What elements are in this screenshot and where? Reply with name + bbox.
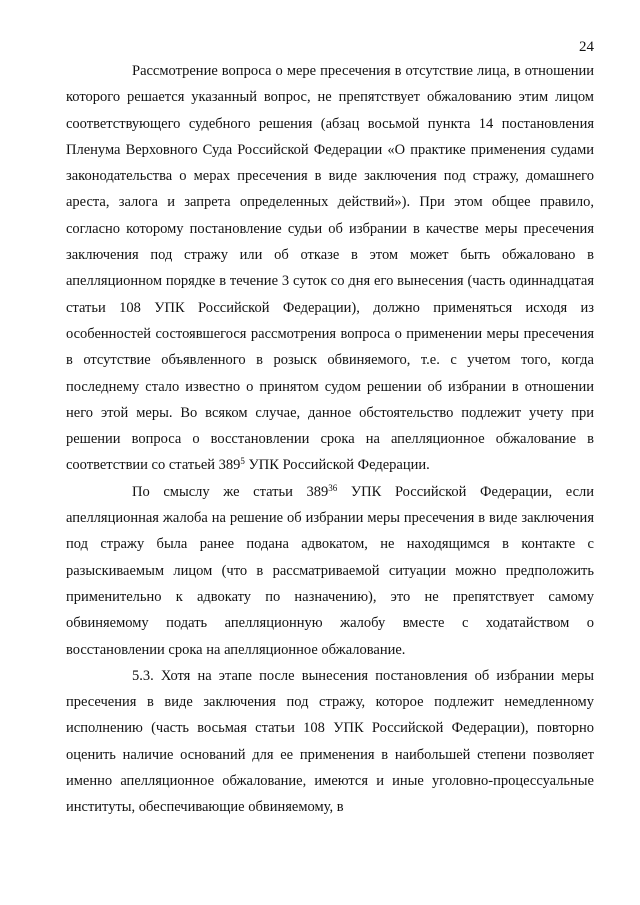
page-number: 24	[579, 39, 594, 55]
article-superscript-5: 5	[240, 456, 245, 467]
paragraph-3: 5.3. Хотя на этапе после вынесения постановления об избрании меры пресечения в виде заключения под стражу, которое подлежит немедленному исполнению (часть восьмая статьи 108 УПК Российской Федерации), повторно оценить наличие оснований для ее применения в наибольшей степени позволяет именно апелляционное обжалование, имеются и иные уголовно-процессуальные институты, обеспечивающие обвиняемому, в	[66, 667, 594, 816]
paragraph-2-text-a: По смыслу же статьи 389	[132, 483, 329, 500]
paragraph-1-text-a: Рассмотрение вопроса о мере пресечения в отсутствие лица, в отношении которого решается указанный вопрос, не препятствует обжалованию этим лицом соответствующего судебного решения (абзац восьмой пункта 14 постановления Пленума Верховного Суда Российской Федерации «О практике применения судами законодательства о мерах пресечения в виде заключения под стражу, домашнего ареста, залога и запрета определенных действий»). При этом общее правило, согласно которому постановление судьи об избрании в качестве меры пресечения заключения под стражу или об отказе в этом может быть обжаловано в апелляционном порядке в течение 3 суток со дня его вынесения (часть одиннадцатая статьи 108 УПК Российской Федерации), должно применяться исходя из особенностей состоявшегося рассмотрения вопроса о применении меры пресечения в отсутствие объявленного в розыск обвиняемого, т.е. с учетом того, когда последнему стало известно о принятом судом решении об избрании в отношении него этой меры. Во всяком случае, данное обстоятельство подлежит учету при решении вопроса о восстановлении срока на апелляционное обжалование в соответствии со статьей 389	[66, 63, 594, 474]
paragraph-1	[66, 58, 594, 479]
paragraph-2	[66, 479, 594, 663]
paragraph-2-text-b: УПК Российской Федерации, если апелляционная жалоба на решение об избрании меры пресечения в виде заключения под стражу была ранее подана адвокатом, не находящимся в контакте с разыскиваемым лицом (что в рассматриваемой ситуации можно предположить применительно к адвокату по назначению), это не препятствует самому обвиняемому подать апелляционную жалобу вместе с ходатайством о восстановлении срока на апелляционное обжалование.	[66, 483, 594, 658]
article-superscript-36: 36	[328, 482, 338, 493]
document-body	[66, 58, 594, 821]
paragraph-1-text-b: УПК Российской Федерации.	[244, 457, 430, 474]
